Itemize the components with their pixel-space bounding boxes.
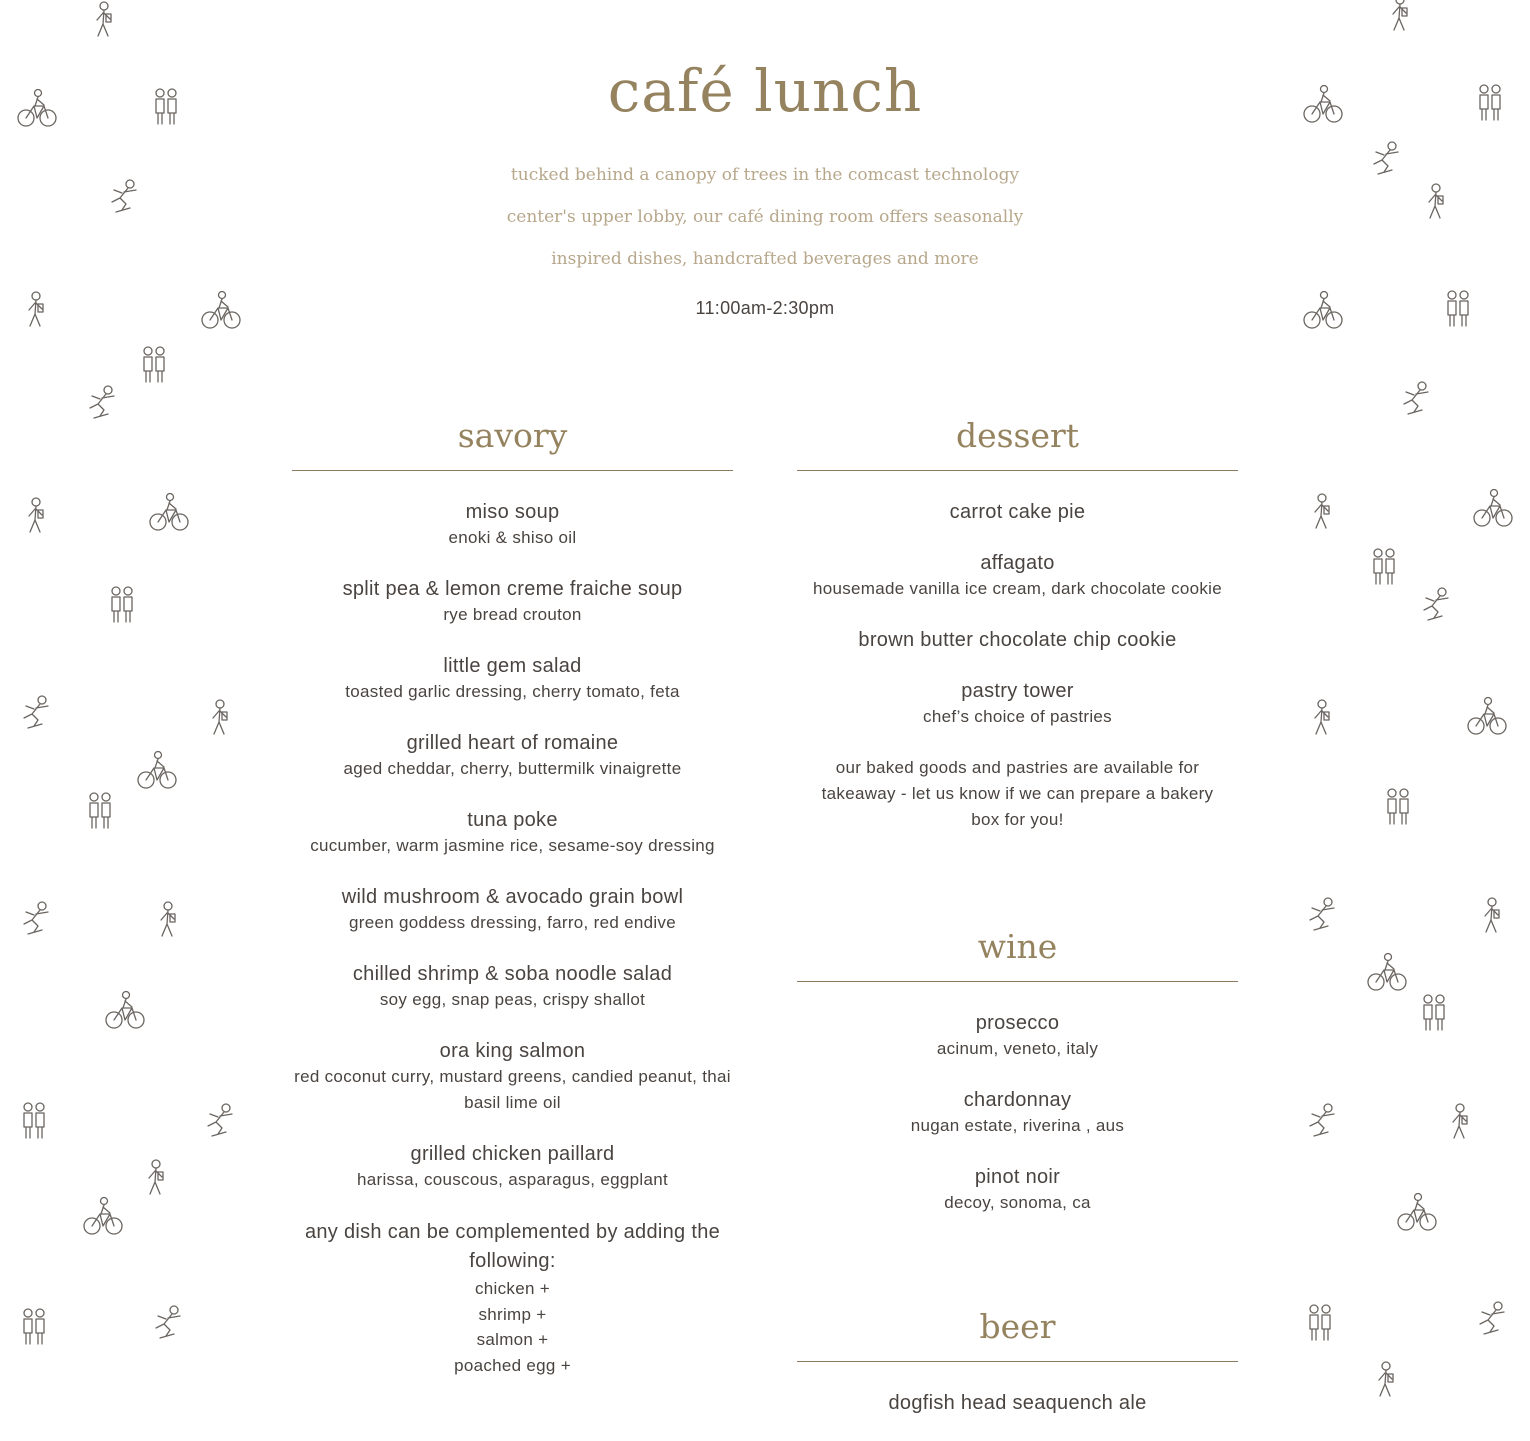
- menu-item-description: cucumber, warm jasmine rice, sesame-soy dressing: [310, 836, 715, 855]
- dessert-menu-list: [797, 499, 1238, 833]
- pedestrian-icon: [148, 898, 190, 942]
- menu-item: [797, 1087, 1238, 1139]
- menu-item: [292, 730, 733, 782]
- menu-item: [292, 499, 733, 551]
- section-divider: [797, 470, 1238, 471]
- menu-item-name: little gem salad: [443, 655, 582, 677]
- pedestrian-icon: [1472, 894, 1514, 938]
- couple-icon: [1302, 1302, 1344, 1346]
- menu-item-name: carrot cake pie: [949, 501, 1086, 523]
- couple-icon: [1416, 992, 1458, 1036]
- skater-icon: [1472, 1300, 1514, 1344]
- skater-icon: [16, 900, 58, 944]
- pedestrian-icon: [16, 494, 58, 538]
- menu-item-description: green goddess dressing, farro, red endive: [349, 913, 676, 932]
- pedestrian-icon: [1302, 490, 1344, 534]
- wine-section: [797, 927, 1238, 1241]
- addon-item: chicken +: [475, 1279, 550, 1298]
- cyclist-icon: [1366, 952, 1408, 996]
- beer-section: [797, 1307, 1238, 1441]
- menu-item-description: toasted garlic dressing, cherry tomato, feta: [345, 682, 680, 701]
- intro-line: inspired dishes, handcrafted beverages and more: [551, 249, 979, 269]
- intro-line: tucked behind a canopy of trees in the comcast technology: [510, 165, 1020, 185]
- section-divider: [292, 470, 733, 471]
- skater-icon: [148, 1304, 190, 1348]
- skater-icon: [1366, 140, 1408, 184]
- decorative-people-left: [0, 0, 240, 1397]
- bakery-note: our baked goods and pastries are available for takeaway - let us know if we can prepare a bakery box for you!: [821, 758, 1214, 829]
- skater-icon: [1302, 896, 1344, 940]
- menu-item-name: grilled heart of romaine: [406, 732, 619, 754]
- skater-icon: [104, 178, 146, 222]
- menu-item-description: red coconut curry, mustard greens, candied peanut, thai basil lime oil: [294, 1067, 731, 1112]
- skater-icon: [82, 384, 124, 428]
- section-divider: [797, 1361, 1238, 1362]
- cyclist-icon: [148, 492, 190, 536]
- menu-item: [292, 961, 733, 1013]
- menu-item-name: prosecco: [975, 1012, 1060, 1034]
- pedestrian-icon: [200, 696, 242, 740]
- menu-item-name: grilled chicken paillard: [410, 1143, 615, 1165]
- menu-item-name: wild mushroom & avocado grain bowl: [341, 886, 684, 908]
- menu-item-name: tuna poke: [467, 809, 558, 831]
- menu-item-name: pinot noir: [974, 1166, 1061, 1188]
- pedestrian-icon: [1380, 0, 1422, 36]
- menu-item-description: aged cheddar, cherry, buttermilk vinaigrette: [343, 759, 682, 778]
- skater-icon: [16, 694, 58, 738]
- addons-intro: any dish can be complemented by adding the following:: [304, 1221, 721, 1272]
- couple-icon: [1366, 546, 1408, 590]
- menu-item-description: rye bread crouton: [443, 605, 582, 624]
- section-title: savory: [457, 416, 568, 455]
- addon-item: salmon +: [476, 1330, 549, 1349]
- menu-item: [797, 627, 1238, 653]
- menu-item-description: chef’s choice of pastries: [923, 707, 1112, 726]
- savory-section: [292, 416, 733, 1378]
- skater-icon: [200, 1102, 242, 1146]
- opening-hours: 11:00am-2:30pm: [695, 298, 835, 318]
- cyclist-icon: [1466, 696, 1508, 740]
- menu-item-name: chardonnay: [963, 1089, 1072, 1111]
- menu-item-name: split pea & lemon creme fraiche soup: [342, 578, 683, 600]
- menu-item-name: miso soup: [465, 501, 560, 523]
- pedestrian-icon: [136, 1156, 178, 1200]
- couple-icon: [16, 1306, 58, 1350]
- menu-item-description: soy egg, snap peas, crispy shallot: [379, 990, 646, 1009]
- decorative-people-right: [1290, 0, 1530, 1397]
- page-title: café lunch: [607, 57, 923, 125]
- menu-item-name: chilled shrimp & soba noodle salad: [352, 963, 673, 985]
- menu-item: [292, 807, 733, 859]
- menu-item: [797, 1164, 1238, 1216]
- menu-item: [292, 884, 733, 936]
- couple-icon: [82, 790, 124, 834]
- savory-menu-list: [292, 499, 733, 1378]
- pedestrian-icon: [1366, 1358, 1408, 1402]
- pedestrian-icon: [1440, 1100, 1482, 1144]
- skater-icon: [1396, 380, 1438, 424]
- intro-text: [465, 154, 1065, 280]
- pedestrian-icon: [1416, 180, 1458, 224]
- menu-item: [797, 499, 1238, 525]
- menu-item-name: pastry tower: [961, 680, 1074, 702]
- menu-item: [797, 1390, 1238, 1416]
- menu-item-name: affagato: [980, 552, 1055, 574]
- intro-line: center's upper lobby, our café dining room offers seasonally: [506, 207, 1024, 227]
- couple-icon: [136, 344, 178, 388]
- menu-item-description: housemade vanilla ice cream, dark chocolate cookie: [812, 579, 1223, 598]
- skater-icon: [1416, 586, 1458, 630]
- section-title: wine: [977, 927, 1058, 966]
- menu-item: [797, 678, 1238, 730]
- section-title: dessert: [955, 416, 1080, 455]
- skater-icon: [1302, 1102, 1344, 1146]
- dessert-section: [797, 416, 1238, 833]
- menu-item: [292, 1038, 733, 1116]
- addon-item: poached egg +: [454, 1355, 571, 1375]
- wine-menu-list: [797, 1010, 1238, 1216]
- cyclist-icon: [136, 750, 178, 794]
- pedestrian-icon: [1302, 696, 1344, 740]
- pedestrian-icon: [84, 0, 126, 42]
- menu-item: [292, 576, 733, 628]
- menu-item: [292, 653, 733, 705]
- menu-item-name: brown butter chocolate chip cookie: [858, 629, 1177, 651]
- cyclist-icon: [1472, 488, 1514, 532]
- couple-icon: [1380, 786, 1422, 830]
- section-divider: [797, 981, 1238, 982]
- cyclist-icon: [1396, 1192, 1438, 1236]
- menu-item: [292, 1141, 733, 1193]
- section-title: beer: [979, 1307, 1056, 1346]
- menu-item-description: enoki & shiso oil: [448, 528, 577, 547]
- cyclist-icon: [104, 990, 146, 1034]
- cyclist-icon: [82, 1196, 124, 1240]
- addon-item: shrimp +: [478, 1304, 547, 1324]
- menu-item-name: dogfish head seaquench ale: [888, 1392, 1147, 1414]
- menu-item-description: nugan estate, riverina , aus: [910, 1116, 1125, 1135]
- menu-item-description: acinum, veneto, italy: [936, 1039, 1099, 1058]
- menu-item: [797, 550, 1238, 602]
- beer-menu-list: [797, 1390, 1238, 1416]
- menu-item: [797, 1010, 1238, 1062]
- menu-item-description: harissa, couscous, asparagus, eggplant: [357, 1170, 668, 1189]
- menu-item-description: decoy, sonoma, ca: [944, 1193, 1091, 1212]
- menu-item-name: ora king salmon: [439, 1040, 586, 1062]
- couple-icon: [16, 1100, 58, 1144]
- couple-icon: [104, 584, 146, 628]
